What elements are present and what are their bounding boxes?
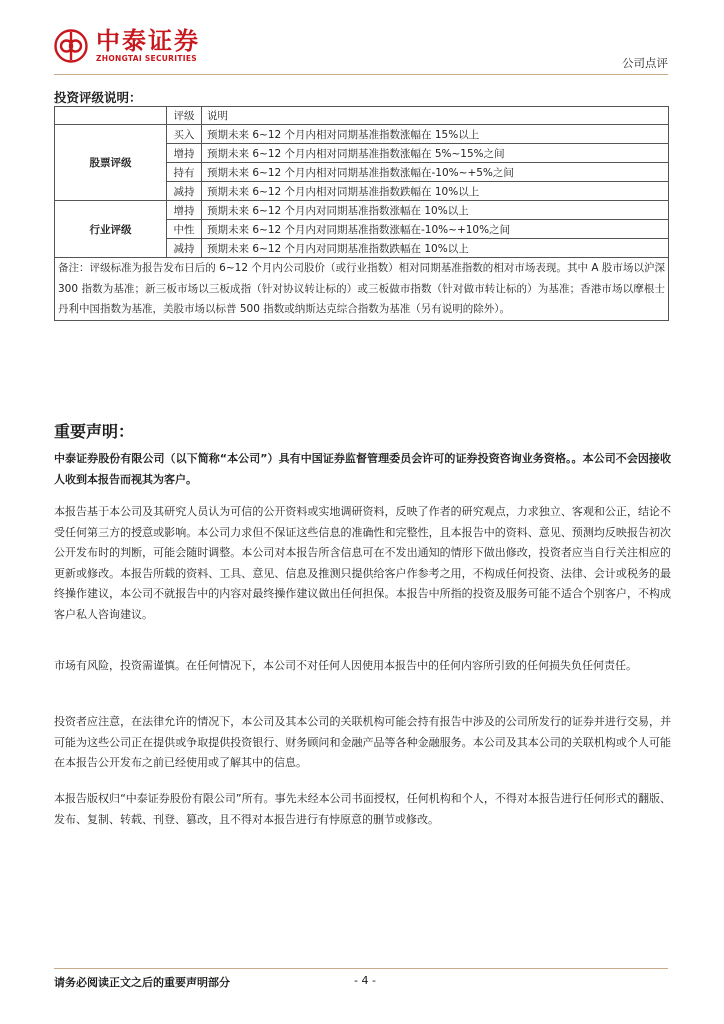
zhongtai-logo-icon: [54, 29, 88, 63]
rating-description: 预期未来 6~12 个月内对同期基准指数涨幅在 10%以上: [202, 201, 669, 220]
rating-level: 减持: [167, 239, 202, 258]
declaration-intro: 中泰证券股份有限公司（以下简称“本公司”）具有中国证券监督管理委员会许可的证券投资咨询业务资格。。本公司不会因接收人收到本报告而视其为客户。: [54, 452, 671, 486]
header-divider: [54, 74, 668, 75]
page-number: - 4 -: [354, 974, 376, 987]
rating-description: 预期未来 6~12 个月内对同期基准指数涨幅在-10%~+10%之间: [202, 220, 669, 239]
rating-level: 增持: [167, 144, 202, 163]
category-stock-rating: 股票评级: [55, 125, 167, 201]
rating-level: 中性: [167, 220, 202, 239]
table-row: [55, 125, 669, 144]
rating-description: 预期未来 6~12 个月内相对同期基准指数跌幅在 10%以上: [202, 182, 669, 201]
document-type: 公司点评: [622, 56, 668, 70]
declaration-paragraph: 投资者应注意，在法律允许的情况下，本公司及其本公司的关联机构可能会持有报告中涉及的公司所发行的证券并进行交易，并可能为这些公司正在提供或争取提供投资银行、财务顾问和金融产品等各种金融服务。本公司及其本公司的关联机构或个人可能在本报告公开发布之前已经使用或了解其中的信息。: [54, 715, 671, 769]
rating-description: 预期未来 6~12 个月内对同期基准指数跌幅在 10%以上: [202, 239, 669, 258]
column-header-description: 说明: [202, 107, 669, 125]
footer-disclaimer-note: 请务必阅读正文之后的重要声明部分: [54, 976, 230, 989]
rating-section-title: 投资评级说明：: [54, 90, 142, 105]
rating-table: [54, 106, 669, 321]
category-industry-rating: 行业评级: [55, 201, 167, 258]
rating-table-header: [55, 107, 669, 125]
rating-description: 预期未来 6~12 个月内相对同期基准指数涨幅在-10%~+5%之间: [202, 163, 669, 182]
table-row: [55, 201, 669, 220]
rating-note: 备注：评级标准为报告发布日后的 6~12 个月内公司股价（或行业指数）相对同期基准指数的相对市场表现。其中 A 股市场以沪深 300 指数为基准；新三板市场以三板成指（针对协议转让标的）或三板做市指数（针对做市转让标的）为基准；香港市场以摩根士丹利中国指数为基准，美股市场以标普 500 指数或纳斯达克综合指数为基准（另有说明的除外）。: [55, 258, 669, 321]
declaration-paragraph: 本报告基于本公司及其研究人员认为可信的公开资料或实地调研资料，反映了作者的研究观点，力求独立、客观和公正，结论不受任何第三方的授意或影响。本公司力求但不保证这些信息的准确性和完整性，且本报告中的资料、意见、预测均反映报告初次公开发布时的判断，可能会随时调整。本公司对本报告所含信息可在不发出通知的情形下做出修改，投资者应当自行关注相应的更新或修改。本报告所载的资料、工具、意见、信息及推测只提供给客户作参考之用，不构成任何投资、法律、会计或税务的最终操作建议，本公司不就报告中的内容对最终操作建议做出任何担保。本报告中所指的投资及服务可能不适合个别客户，不构成客户私人咨询建议。: [54, 505, 671, 621]
logo-chinese-name: 中泰证券: [96, 27, 200, 55]
rating-level: 减持: [167, 182, 202, 201]
declaration-title: 重要声明：: [54, 422, 135, 441]
table-row: [55, 258, 669, 321]
footer-divider: [54, 968, 668, 969]
rating-description: 预期未来 6~12 个月内相对同期基准指数涨幅在 5%~15%之间: [202, 144, 669, 163]
logo-english-name: ZHONGTAI SECURITIES: [96, 54, 197, 63]
company-logo: [54, 28, 200, 64]
declaration-paragraph: 本报告版权归“中泰证券股份有限公司”所有。事先未经本公司书面授权，任何机构和个人，不得对本报告进行任何形式的翻版、发布、复制、转载、刊登、篡改，且不得对本报告进行有悖原意的删节或修改。: [54, 792, 671, 826]
rating-level: 增持: [167, 201, 202, 220]
header-blank-cell: [55, 107, 167, 125]
rating-level: 持有: [167, 163, 202, 182]
declaration-paragraph: 市场有风险，投资需谨慎。在任何情况下，本公司不对任何人因使用本报告中的任何内容所引致的任何损失负任何责任。: [54, 659, 637, 672]
rating-level: 买入: [167, 125, 202, 144]
column-header-level: 评级: [167, 107, 202, 125]
rating-description: 预期未来 6~12 个月内相对同期基准指数涨幅在 15%以上: [202, 125, 669, 144]
